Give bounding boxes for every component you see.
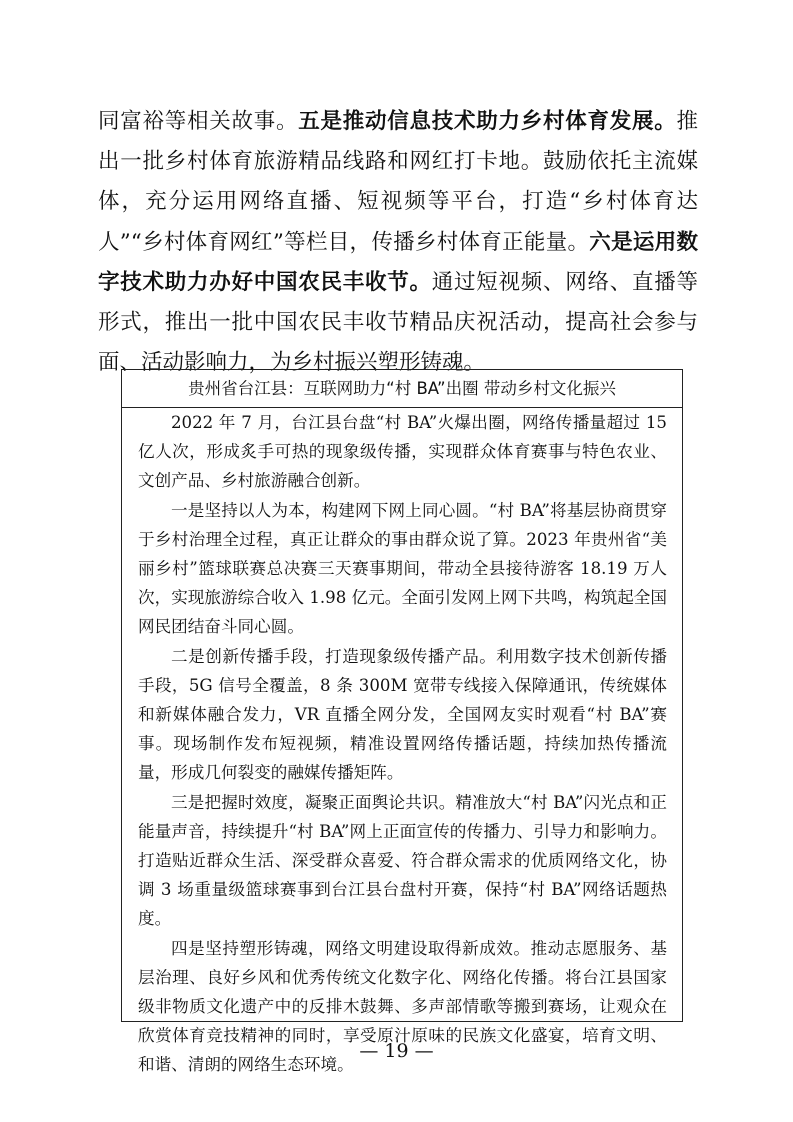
case-box-title: 贵州省台江县：互联网助力“村 BA”出圈 带动乡村文化振兴 <box>122 370 682 408</box>
case-paragraph: 三是把握时效度，凝聚正面舆论共识。精准放大“村 BA”闪光点和正能量声音，持续提升“村 BA”网上正面宣传的传播力、引导力和影响力。打造贴近群众生活、深受群众喜爱、符合群众需求的优质网络文化，协调 3 场重量级篮球赛事到台江县台盘村开赛，保持“村 BA”网络话题热度。 <box>138 792 667 929</box>
bold-point-six: 六是运用数字技术助力办好中国农民丰收节。 <box>98 229 698 295</box>
bold-point-five: 五是推动信息技术助力乡村体育发展。 <box>298 109 677 134</box>
main-text-2: 推出一批乡村体育旅游精品线路和网红打卡地。鼓励依托主流媒体，充分运用网络直播、短视频等平台，打造“乡村体育达人”“乡村体育网红”等栏目，传播乡村体育正能量。 <box>98 109 698 255</box>
case-box-body <box>122 408 682 1080</box>
case-paragraph: 一是坚持以人为本，构建网下网上同心圆。“村 BA”将基层协商贯穿于乡村治理全过程，真正让群众的事由群众说了算。2023 年贵州省“美丽乡村”篮球联赛总决赛三天赛事期间，带动全县接待游客 18.19 万人次，实现旅游综合收入 1.98 亿元。全面引发网上网下共鸣，构筑起全国网民团结奋斗同心圆。 <box>138 500 667 637</box>
main-paragraph <box>98 102 698 383</box>
main-text-3: 通过短视频、网络、直播等形式，推出一批中国农民丰收节精品庆祝活动，提高社会参与面、活动影响力，为乡村振兴塑形铸魂。 <box>98 269 698 376</box>
case-paragraph: 二是创新传播手段，打造现象级传播产品。利用数字技术创新传播手段，5G 信号全覆盖，8 条 300M 宽带专线接入保障通讯，传统媒体和新媒体融合发力，VR 直播全网分发，全国网友实时观看“村 BA”赛事。现场制作发布短视频，精准设置网络传播话题，持续加热传播流量，形成几何裂变的融媒传播矩阵。 <box>138 646 667 783</box>
case-box <box>121 369 683 1075</box>
page-number: — 19 — <box>359 1040 434 1062</box>
main-text-1: 同富裕等相关故事。 <box>98 109 299 134</box>
case-paragraph: 四是坚持塑形铸魂，网络文明建设取得新成效。推动志愿服务、基层治理、良好乡风和优秀传统文化数字化、网络化传播。将台江县国家级非物质文化遗产中的反排木鼓舞、多声部情歌等搬到赛场，让观众在欣赏体育竞技精神的同时，享受原汁原味的民族文化盛宴，培育文明、和谐、清朗的网络生态环境。 <box>138 938 667 1075</box>
case-paragraph: 2022 年 7 月，台江县台盘“村 BA”火爆出圈，网络传播量超过 15 亿人次，形成炙手可热的现象级传播，实现群众体育赛事与特色农业、文创产品、乡村旅游融合创新。 <box>138 413 667 491</box>
